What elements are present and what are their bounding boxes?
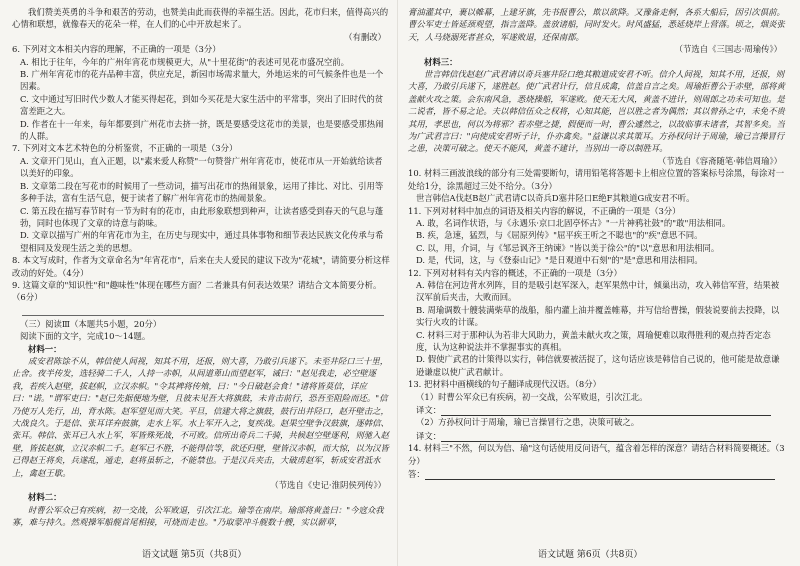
- footer-left: 语文试题 第5页（共8页）: [142, 550, 247, 560]
- q13-answer-1[interactable]: [408, 404, 786, 416]
- q7-stem: 7. 下列对文本艺术特色的分析鉴赏，不正确的一项是（3分）: [12, 143, 238, 154]
- q6-option-b: B. 广州年宵花市的花卉品种丰富，供应充足，新园市场需求量大，外地运来的可气候条件也是一个因素。: [20, 69, 384, 92]
- essay-source: （有删改）: [344, 31, 386, 42]
- answer-line: [22, 304, 384, 316]
- answer-line: [425, 470, 775, 480]
- q12-option-c: C. 材料三对于那种认为若非大风助力，黄盖未献火攻之策，周瑜便难以取得胜利的观点持否定态度，认为这种说法并不掌握事实的真相。: [416, 329, 771, 352]
- material2-text: 时曹公军众已有疾病，初一交战，公军败退，引次江北。瑜等在南岸。瑜部将黄盖曰："今寇众我寡，难与持久。然观操军船舰首尾相接，可烧而走也。"乃取蒙冲斗舰数十艘，实以薪草，: [12, 504, 384, 528]
- q13-item-1: （1）时曹公军众已有疾病，初一交战，公军败退，引次江北。: [416, 391, 648, 402]
- answer-label: 答：: [408, 469, 425, 480]
- q7-option-b: B. 文章第二段在写花市的时候用了一些动词，描写出花市的热闹景象，运用了排比、对比、引用等多种手法，富有生活气息，便于读者了解广州年宵花市的热闹景象。: [20, 180, 384, 204]
- material1-label: 材料一：: [28, 343, 62, 354]
- q11-option-d: D. 是，代词，这，与《登泰山记》"是日观道中石刻"的"是"意思和用法相同。: [416, 255, 703, 266]
- material1-source: （节选自《史记·淮阴侯列传》）: [270, 480, 386, 491]
- q6-option-a: A. 相比于往年，今年的广州年宵花市规模更大，从"十里花街"的表述可见花市盛况空前。: [20, 56, 349, 67]
- translation-label: 译文：: [416, 430, 442, 441]
- q10-text: 世言韩信A伐赵B赵广武君请C以奇兵D塞井陉口E绝F其粮道G成安君不听。: [416, 193, 695, 204]
- q7-option-d: D. 文章以描写广州的年宵花市为主，在历史与现实中，通过具体事物和细节表达民族文化传承与希望相同及发现生活之美的思想。: [20, 230, 384, 253]
- material2-continued: 膏油灌其中，裹以帷幕，上建牙旗，先书报曹公，欺以欲降。又豫备走舸，各系大船后，因引次俱前。曹公军吏士皆延颈观望，指言盖降。盖放诸船，同时发火。时风盛猛，悉延烧岸上营落。顷之，烟炎张天，人马烧溺死者甚众，军遂败退，还保南郡。: [408, 7, 785, 42]
- reading3-title: （三）阅读Ⅲ（本题共5小题，20分）: [20, 318, 162, 329]
- q11-option-b: B. 疾，急速，猛烈，与《屈原列传》"屈平疾王听之不聪也"的"疾"意思不同。: [416, 230, 703, 241]
- q6-option-c: C. 文中通过写旧时代少数人才能买得起花，到如今买花是大家生活中的平常事，突出了旧时代的贫富差距之大。: [20, 93, 384, 117]
- material2-label: 材料二：: [28, 492, 62, 503]
- q11-option-c: C. 以，用，介词，与《邹忌讽齐王纳谏》"皆以美于徐公"的"以"意思和用法相同。: [416, 242, 720, 253]
- footer-right: 语文试题 第6页（共8页）: [538, 550, 643, 560]
- material3-text: 世言韩信伐赵赵广武君请以奇兵塞井陉口绝其粮道成安君不听。信介人间视，知其不用，还报，则大喜，乃敢引兵遂下，遂胜赵。使广武君计行，信且成禽，信盖自言之矣。周瑜拒曹公于赤壁，部将黄盖献火攻之策。会东南风急，悉烧操船，军遂败。使天无大风，黄盖不进计，则周郎之功未可知也。是二说者，皆不易之论。夫以韩信伍众之权将，心知其能，岂以胜之者为偶然；其以曾孙之中，未免不贵其用，孝思也，何以为将邪？若赤壁之捷，假便而一时，曹公遽然之，以故临事未诸者，其智多矣。当为广武君言曰："向使成安君听子计，仆亦禽矣。"益谦以求其策耳。方孙权问计于周瑜，瑜已言操冒行之患，决策可破之。使天不能风，黄盖不建计，当别出一奇以制胜耳。: [408, 69, 785, 154]
- q12-option-d: D. 假使广武君的计策得以实行，韩信就要被活捉了，这句话应该是韩信自己说的，他可能是故意谦逊谦虚以使广武君献计。: [416, 354, 780, 377]
- q7-option-c: C. 第五段在描写春节时有一节为时有的花市，由此形象联想到种声，让读者感受到春天的气息与蓬勃，同时也体现了文章的诗意与韵味。: [20, 205, 384, 228]
- q10-stem: 10. 材料三画波浪线的部分有三处需要断句，请用铅笔将答题卡上相应位置的答案标号涂黑，每涂对一处给1分，涂黑超过三处不给分。（3分）: [408, 168, 785, 191]
- material3-source: （节选自《容斋随笔·韩信周瑜》）: [657, 155, 782, 166]
- material3-label: 材料三：: [424, 56, 458, 67]
- q14: 14. 材料三"不然，何以为信、瑜"这句话使用反问语气，蕴含着怎样的深意？请结合材料简要概述。（3分）: [408, 443, 785, 466]
- reading3-instruction: 阅读下面的文字，完成10～14题。: [20, 331, 151, 342]
- material2-source: （节选自《三国志·周瑜传》）: [674, 44, 782, 55]
- q13-item-2: （2）方孙权问计于周瑜，瑜已言操冒行之患，决策可破之。: [416, 417, 640, 428]
- right-page: [408, 6, 786, 480]
- q12-option-a: A. 韩信在河边背水列阵，目的是吸引赵军深入，赵军果然中计，倾巢出动，攻入韩信军营，结果被汉军前后夹击，大败而回。: [416, 279, 780, 303]
- q6-stem: 6. 下列对文本相关内容的理解，不正确的一项是（3分）: [12, 44, 221, 55]
- q9: 9. 这篇文章的"知识性"和"趣味性"体现在哪些方面？二者兼具有何表达效果？请结合文本简要分析。（6分）: [12, 279, 382, 303]
- q13-answer-2[interactable]: [408, 430, 786, 442]
- answer-line: [441, 406, 771, 416]
- q6-option-d: D. 作者在十一年来，每年都要到广州花市去挤一挤，既是要感受这花市的美景，也是要感受那热闹的人群。: [20, 118, 384, 142]
- q7-option-a: A. 文章开门见山，直入正题，以"素来爱人称赞"一句赞誉广州年宵花市，使花市从一开始就给读者以美好的印象。: [20, 155, 383, 179]
- answer-line: [441, 432, 771, 442]
- q14-answer[interactable]: [408, 468, 786, 480]
- q12-option-b: B. 周瑜调数十艘装满柴草的战船，船内灌上油并覆盖帷幕，并写信给曹操，假装说要前去投降，以实行火攻的计谋。: [416, 304, 780, 328]
- page-divider: [397, 0, 398, 566]
- material1-text: 成安君陈馀不从，韩信使人间视，知其不用，还报，则大喜，乃敢引兵遂下。未至井陉口三十里，止舍。夜半传发，选轻骑二千人，人持一赤帜，从间道萆山而望赵军，诫曰："赵见我走，必空壁逐我，若疾入赵壁，拔赵帜，立汉赤帜。"令其裨将传飧，曰："今日破赵会食！"诸将皆莫信，详应曰："诺。"谓军吏曰："赵已先据便地为壁，且彼未见吾大将旗鼓，未肯击前行，恐吾至阻险而还。"信乃使万人先行，出，背水陈。赵军望见而大笑。平旦，信建大将之旗鼓，鼓行出井陉口，赵开壁击之，大战良久。于是信、张耳详弃鼓旗，走水上军。水上军开入之，复疾战。赵果空壁争汉鼓旗，逐韩信、张耳。韩信、张耳已入水上军，军皆殊死战，不可败。信所出奇兵二千骑，共候赵空壁逐利，则驰入赵壁，皆拔赵旗，立汉赤帜二千。赵军已不胜，不能得信等，欲还归壁，壁皆汉赤帜，而大惊，以为汉皆已得赵王将矣，兵遂乱，遁走，赵将虽斩之，不能禁也。于是汉兵夹击，大破虏赵军，斩成安君泜水上，禽赵王歇。: [12, 355, 389, 478]
- q11-stem: 11. 下列对材料中加点的词语及相关内容的解说，不正确的一项是（3分）: [408, 205, 681, 216]
- q11-option-a: A. 敢，名词作状语，与《永遇乐·京口北固亭怀古》"一片神鸦社鼓"的"敢"用法相同。: [416, 217, 731, 228]
- q13-stem: 13. 把材料中画横线的句子翻译成现代汉语。（8分）: [408, 379, 601, 390]
- q12-stem: 12. 下列对材料有关内容的概述，不正确的一项是（3分）: [408, 267, 622, 278]
- q8: 8. 本文写成时，作者为文章命名为"年宵花市"，后来在夫人爱民的建议下改为"花城"，请简要分析这样改动的好处。（4分）: [12, 255, 390, 278]
- translation-label: 译文：: [416, 405, 442, 415]
- left-page: [12, 6, 390, 529]
- essay-tail: 我们赞美英勇的斗争和艰苦的劳动，也赞美由此而获得的幸福生活。因此，花市归来，值得高兴的心情和联想，就像春天的花朵一样，在人们的心中开放起来了。: [12, 7, 389, 30]
